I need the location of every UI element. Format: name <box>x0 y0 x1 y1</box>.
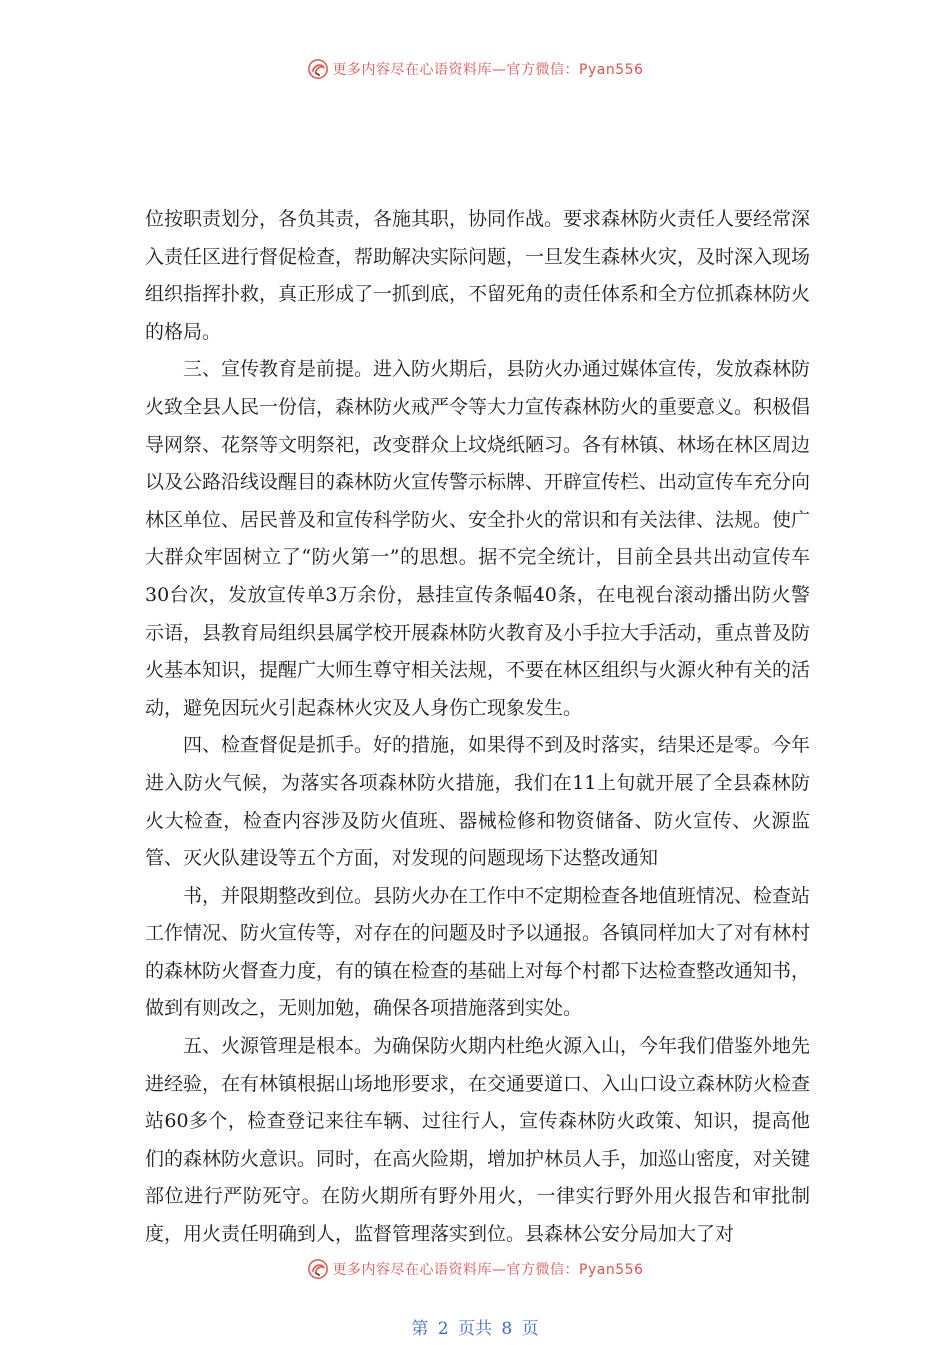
swirl-logo-icon <box>307 1258 329 1280</box>
swirl-logo-icon <box>307 58 329 80</box>
document-body <box>145 201 810 1254</box>
paragraph-5: 五、火源管理是根本。为确保防火期内杜绝火源入山，今年我们借鉴外地先进经验，在有林镇根据山场地形要求，在交通要道口、入山口设立森林防火检查站60多个，检查登记来往车辆、过往行人，宣传森林防火政策、知识，提高他们的森林防火意识。同时，在高火险期，增加护林员人手，加巡山密度，对关键部位进行严防死守。在防火期所有野外用火，一律实行野外用火报告和审批制度，用火责任明确到人，监督管理落实到位。县森林公安分局加大了对 <box>145 1035 811 1246</box>
page-number: 第 2 页共 8 页 <box>411 1319 539 1339</box>
header-banner-text: 更多内容尽在心语资料库—官方微信：Pyan556 <box>332 62 644 78</box>
header-banner <box>0 54 950 84</box>
paragraph-2: 三、宣传教育是前提。进入防火期后，县防火办通过媒体宣传，发放森林防火致全县人民一份信，森林防火戒严令等大力宣传森林防火的重要意义。积极倡导网祭、花祭等文明祭祀，改变群众上坟烧纸陋习。各有林镇、林场在林区周边以及公路沿线设醒目的森林防火宣传警示标牌、开辟宣传栏、出动宣传车充分向林区单位、居民普及和宣传科学防火、安全扑火的常识和有关法律、法规。使广大群众牢固树立了“防火第一”的思想。据不完全统计，目前全县共出动宣传车30台次，发放宣传单3万余份，悬挂宣传条幅40条，在电视台滚动播出防火警示语，县教育局组织县属学校开展森林防火教育及小手拉大手活动，重点普及防火基本知识，提醒广大师生尊守相关法规，不要在林区组织与火源火种有关的活动，避免因玩火引起森林火灾及人身伤亡现象发生。 <box>145 358 811 719</box>
footer-banner <box>0 1254 950 1284</box>
paragraph-4: 书，并限期整改到位。县防火办在工作中不定期检查各地值班情况、检查站工作情况、防火宣传等，对存在的问题及时予以通报。各镇同样加大了对有林村的森林防火督查力度，有的镇在检查的基础上对每个村都下达检查整改通知书，做到有则改之，无则加勉，确保各项措施落到实处。 <box>145 884 811 1020</box>
paragraph-1: 位按职责划分，各负其责，各施其职，协同作战。要求森林防火责任人要经常深入责任区进行督促检查，帮助解决实际问题，一旦发生森林火灾，及时深入现场组织指挥扑救，真正形成了一抓到底，不留死角的责任体系和全方位抓森林防火的格局。 <box>145 208 811 343</box>
paragraph-3: 四、检查督促是抓手。好的措施，如果得不到及时落实，结果还是零。今年进入防火气候，为落实各项森林防火措施，我们在11上旬就开展了全县森林防火大检查，检查内容涉及防火值班、器械检修和物资储备、防火宣传、火源监管、灭火队建设等五个方面，对发现的问题现场下达整改通知 <box>145 734 811 870</box>
footer-banner-text: 更多内容尽在心语资料库—官方微信：Pyan556 <box>332 1262 644 1278</box>
